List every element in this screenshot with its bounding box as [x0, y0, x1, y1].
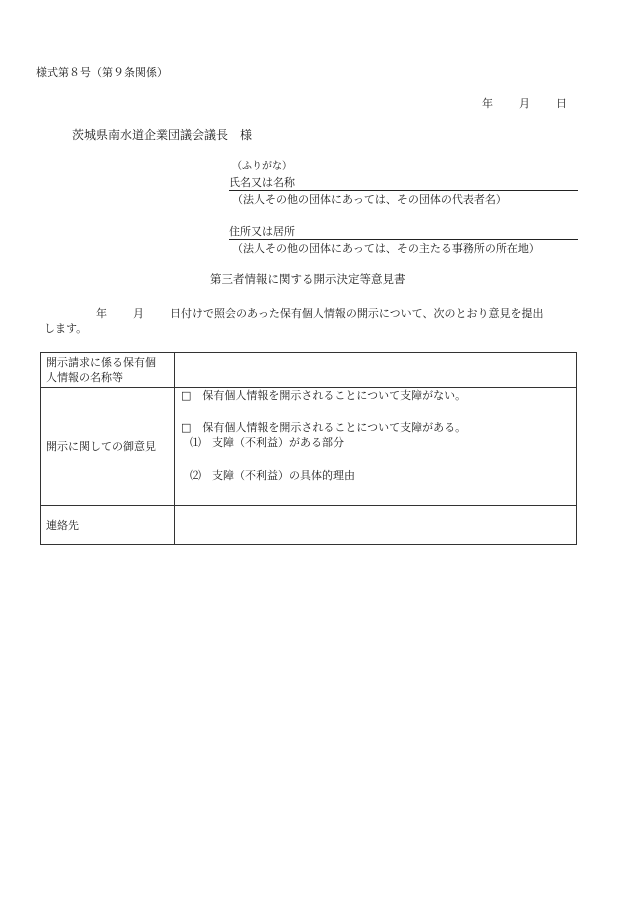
address-label: 住所又は居所	[229, 225, 295, 238]
date-month: 月	[519, 97, 530, 110]
name-label: 氏名又は名称	[229, 176, 295, 189]
request-label-cell	[41, 353, 175, 388]
contact-label-cell	[41, 506, 175, 545]
contact-label: 連絡先	[46, 518, 79, 532]
option-has-issue[interactable]: □ 保有個人情報を開示されることについて支障がある。	[181, 421, 467, 434]
body-month: 月	[133, 307, 144, 320]
sub-item-specific-reason: ⑵ 支障（不利益）の具体的理由	[190, 469, 355, 482]
opinion-value-cell	[175, 388, 577, 506]
opinion-label: 開示に関しての御意見	[46, 440, 156, 453]
sub-item-affected-part: ⑴ 支障（不利益）がある部分	[190, 436, 344, 449]
form-id: 様式第８号（第９条関係）	[36, 66, 168, 79]
opinion-label-cell	[41, 388, 175, 506]
table-row-contact	[41, 506, 577, 545]
table-row-request	[41, 353, 577, 388]
addressee: 茨城県南水道企業団議会議長 様	[72, 128, 253, 142]
address-note: （法人その他の団体にあっては、その主たる事務所の所在地）	[232, 242, 540, 255]
name-note: （法人その他の団体にあっては、その団体の代表者名）	[232, 193, 507, 206]
address-underline	[229, 239, 578, 240]
document-title: 第三者情報に関する開示決定等意見書	[210, 272, 406, 286]
request-label-line2: 人情報の名称等	[46, 371, 123, 384]
request-value-cell[interactable]	[175, 353, 577, 388]
request-label-line1: 開示請求に係る保有個	[46, 356, 156, 369]
opinion-table	[40, 352, 577, 545]
date-year: 年	[482, 97, 493, 110]
table-row-opinion	[41, 388, 577, 506]
body-line2: します。	[44, 322, 88, 335]
furigana-label: （ふりがな）	[232, 161, 292, 172]
option-no-issue[interactable]: □ 保有個人情報を開示されることについて支障がない。	[181, 389, 467, 402]
contact-value-cell[interactable]	[175, 506, 577, 545]
body-year: 年	[96, 307, 107, 320]
body-line1: 日付けで照会のあった保有個人情報の開示について、次のとおり意見を提出	[170, 307, 544, 320]
name-underline	[229, 190, 578, 191]
date-day: 日	[556, 97, 567, 110]
